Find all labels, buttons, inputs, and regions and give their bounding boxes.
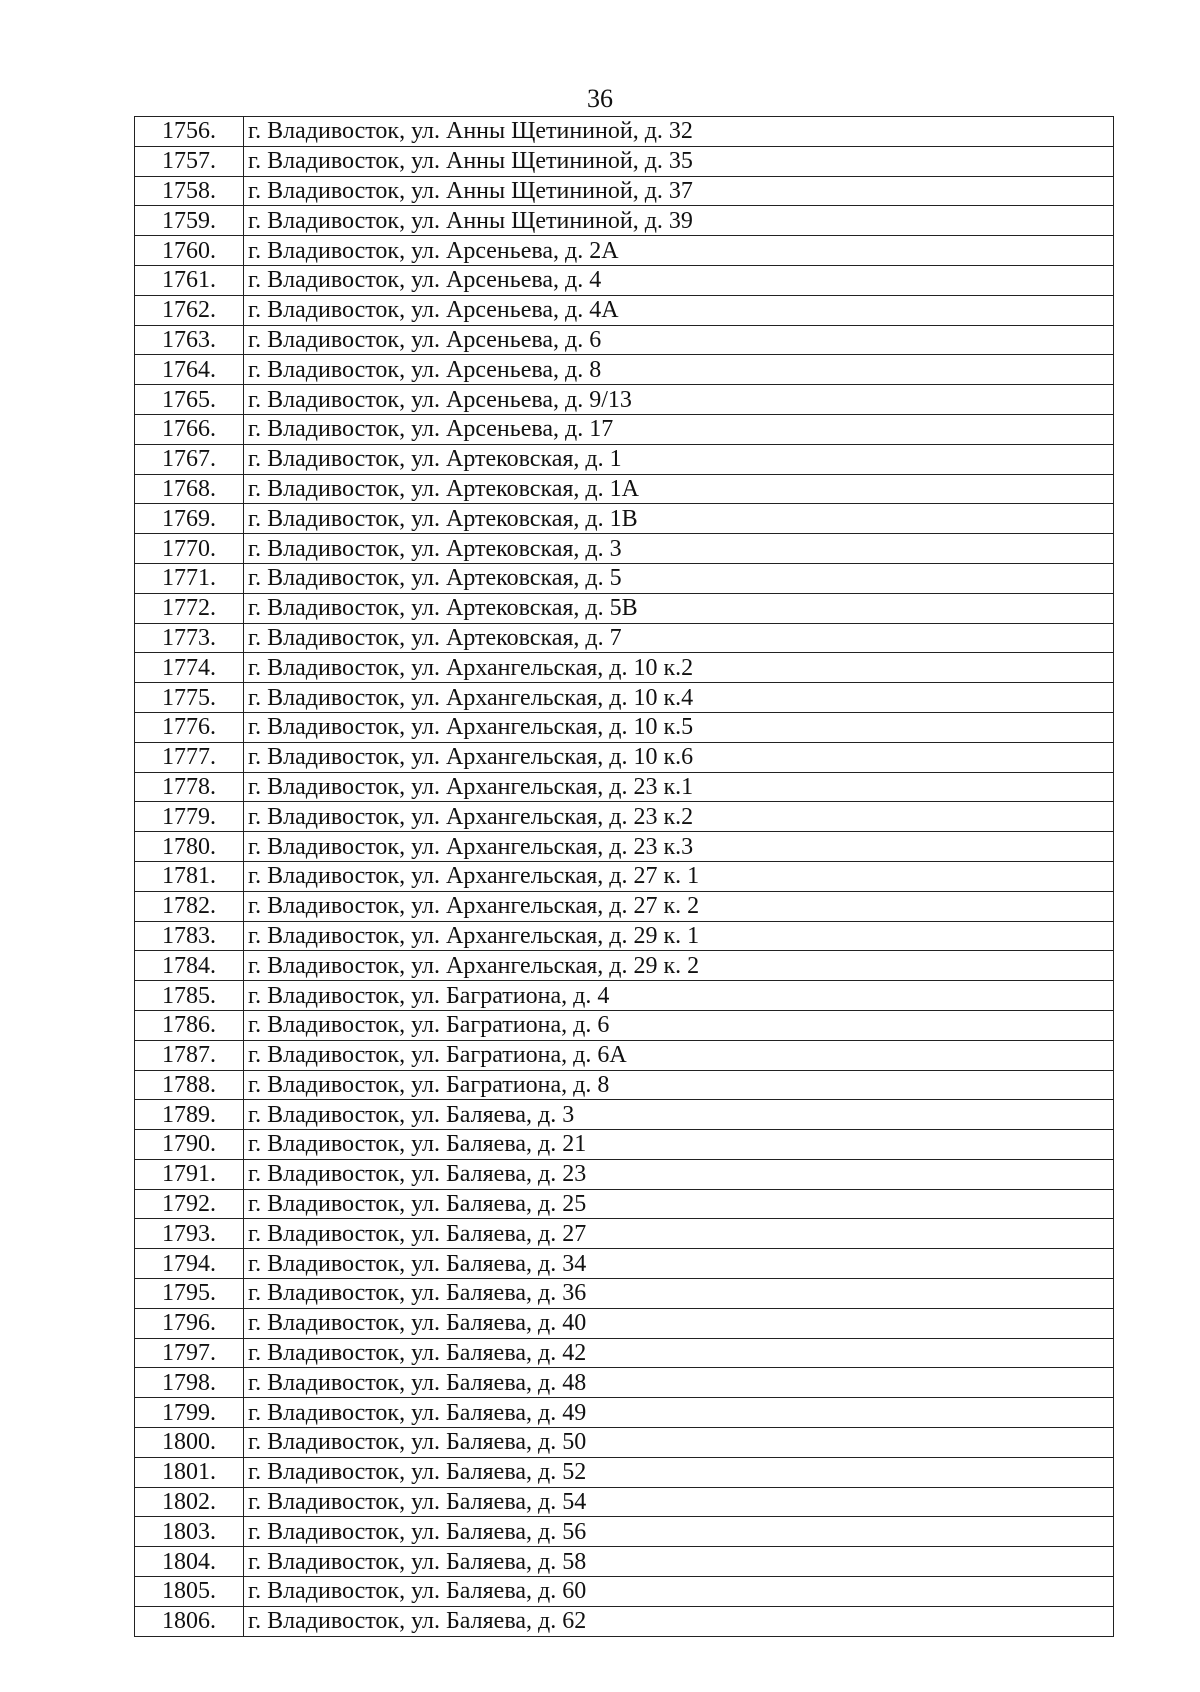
table-row — [135, 1279, 1114, 1309]
table-row — [135, 265, 1114, 295]
table-row — [135, 1606, 1114, 1636]
row-number-cell: 1765. — [135, 385, 244, 415]
table-row — [135, 1189, 1114, 1219]
table-row — [135, 355, 1114, 385]
table-row — [135, 772, 1114, 802]
table-row — [135, 325, 1114, 355]
row-number-cell: 1774. — [135, 653, 244, 683]
address-cell: г. Владивосток, ул. Баляева, д. 42 — [244, 1338, 1114, 1368]
row-number-cell: 1795. — [135, 1279, 244, 1309]
row-number-cell: 1793. — [135, 1219, 244, 1249]
table-row — [135, 742, 1114, 772]
table-row — [135, 1457, 1114, 1487]
table-row — [135, 504, 1114, 534]
table-row — [135, 921, 1114, 951]
row-number-cell: 1787. — [135, 1040, 244, 1070]
address-cell: г. Владивосток, ул. Артековская, д. 3 — [244, 534, 1114, 564]
address-cell: г. Владивосток, ул. Баляева, д. 54 — [244, 1487, 1114, 1517]
address-cell: г. Владивосток, ул. Архангельская, д. 23 к.3 — [244, 832, 1114, 862]
address-cell: г. Владивосток, ул. Архангельская, д. 29 к. 1 — [244, 921, 1114, 951]
row-number-cell: 1762. — [135, 295, 244, 325]
row-number-cell: 1766. — [135, 414, 244, 444]
address-cell: г. Владивосток, ул. Баляева, д. 21 — [244, 1130, 1114, 1160]
table-row — [135, 593, 1114, 623]
row-number-cell: 1763. — [135, 325, 244, 355]
row-number-cell: 1775. — [135, 683, 244, 713]
address-cell: г. Владивосток, ул. Артековская, д. 1В — [244, 504, 1114, 534]
address-cell: г. Владивосток, ул. Баляева, д. 62 — [244, 1606, 1114, 1636]
table-row — [135, 802, 1114, 832]
address-cell: г. Владивосток, ул. Баляева, д. 36 — [244, 1279, 1114, 1309]
row-number-cell: 1777. — [135, 742, 244, 772]
row-number-cell: 1773. — [135, 623, 244, 653]
table-row — [135, 1517, 1114, 1547]
address-cell: г. Владивосток, ул. Артековская, д. 5 — [244, 563, 1114, 593]
address-cell: г. Владивосток, ул. Багратиона, д. 6А — [244, 1040, 1114, 1070]
row-number-cell: 1788. — [135, 1070, 244, 1100]
table-row — [135, 1040, 1114, 1070]
row-number-cell: 1778. — [135, 772, 244, 802]
page-number: 36 — [587, 84, 613, 113]
table-row — [135, 444, 1114, 474]
address-cell: г. Владивосток, ул. Анны Щетининой, д. 37 — [244, 176, 1114, 206]
table-row — [135, 385, 1114, 415]
row-number-cell: 1805. — [135, 1577, 244, 1607]
address-cell: г. Владивосток, ул. Арсеньева, д. 4 — [244, 265, 1114, 295]
row-number-cell: 1800. — [135, 1428, 244, 1458]
address-cell: г. Владивосток, ул. Багратиона, д. 6 — [244, 1010, 1114, 1040]
address-cell: г. Владивосток, ул. Артековская, д. 5В — [244, 593, 1114, 623]
address-cell: г. Владивосток, ул. Архангельская, д. 10 к.2 — [244, 653, 1114, 683]
address-cell: г. Владивосток, ул. Артековская, д. 7 — [244, 623, 1114, 653]
table-row — [135, 1010, 1114, 1040]
table-row — [135, 1338, 1114, 1368]
address-cell: г. Владивосток, ул. Архангельская, д. 27 к. 2 — [244, 891, 1114, 921]
address-table — [134, 116, 1114, 1637]
address-cell: г. Владивосток, ул. Баляева, д. 25 — [244, 1189, 1114, 1219]
row-number-cell: 1790. — [135, 1130, 244, 1160]
address-cell: г. Владивосток, ул. Архангельская, д. 23 к.1 — [244, 772, 1114, 802]
row-number-cell: 1789. — [135, 1100, 244, 1130]
table-row — [135, 563, 1114, 593]
row-number-cell: 1791. — [135, 1159, 244, 1189]
row-number-cell: 1806. — [135, 1606, 244, 1636]
row-number-cell: 1786. — [135, 1010, 244, 1040]
address-cell: г. Владивосток, ул. Баляева, д. 50 — [244, 1428, 1114, 1458]
row-number-cell: 1779. — [135, 802, 244, 832]
address-cell: г. Владивосток, ул. Анны Щетининой, д. 32 — [244, 117, 1114, 147]
address-cell: г. Владивосток, ул. Арсеньева, д. 17 — [244, 414, 1114, 444]
row-number-cell: 1757. — [135, 146, 244, 176]
address-cell: г. Владивосток, ул. Баляева, д. 48 — [244, 1368, 1114, 1398]
address-cell: г. Владивосток, ул. Артековская, д. 1А — [244, 474, 1114, 504]
table-row — [135, 1308, 1114, 1338]
row-number-cell: 1758. — [135, 176, 244, 206]
address-cell: г. Владивосток, ул. Архангельская, д. 10 к.6 — [244, 742, 1114, 772]
row-number-cell: 1782. — [135, 891, 244, 921]
address-cell: г. Владивосток, ул. Архангельская, д. 29 к. 2 — [244, 951, 1114, 981]
address-cell: г. Владивосток, ул. Багратиона, д. 8 — [244, 1070, 1114, 1100]
table-row — [135, 474, 1114, 504]
row-number-cell: 1772. — [135, 593, 244, 623]
address-cell: г. Владивосток, ул. Арсеньева, д. 4А — [244, 295, 1114, 325]
table-row — [135, 981, 1114, 1011]
table-row — [135, 1100, 1114, 1130]
row-number-cell: 1797. — [135, 1338, 244, 1368]
table-row — [135, 832, 1114, 862]
table-row — [135, 146, 1114, 176]
row-number-cell: 1799. — [135, 1398, 244, 1428]
address-cell: г. Владивосток, ул. Архангельская, д. 10 к.5 — [244, 712, 1114, 742]
address-cell: г. Владивосток, ул. Баляева, д. 27 — [244, 1219, 1114, 1249]
row-number-cell: 1780. — [135, 832, 244, 862]
row-number-cell: 1756. — [135, 117, 244, 147]
table-row — [135, 1159, 1114, 1189]
address-cell: г. Владивосток, ул. Багратиона, д. 4 — [244, 981, 1114, 1011]
row-number-cell: 1771. — [135, 563, 244, 593]
table-row — [135, 206, 1114, 236]
table-row — [135, 891, 1114, 921]
address-cell: г. Владивосток, ул. Арсеньева, д. 9/13 — [244, 385, 1114, 415]
row-number-cell: 1781. — [135, 861, 244, 891]
row-number-cell: 1798. — [135, 1368, 244, 1398]
row-number-cell: 1783. — [135, 921, 244, 951]
row-number-cell: 1784. — [135, 951, 244, 981]
row-number-cell: 1802. — [135, 1487, 244, 1517]
table-row — [135, 414, 1114, 444]
address-cell: г. Владивосток, ул. Баляева, д. 49 — [244, 1398, 1114, 1428]
address-cell: г. Владивосток, ул. Баляева, д. 60 — [244, 1577, 1114, 1607]
table-row — [135, 1547, 1114, 1577]
row-number-cell: 1804. — [135, 1547, 244, 1577]
table-row — [135, 653, 1114, 683]
table-row — [135, 176, 1114, 206]
table-row — [135, 1130, 1114, 1160]
row-number-cell: 1794. — [135, 1249, 244, 1279]
row-number-cell: 1769. — [135, 504, 244, 534]
address-table-body — [135, 117, 1114, 1637]
table-row — [135, 861, 1114, 891]
address-cell: г. Владивосток, ул. Анны Щетининой, д. 39 — [244, 206, 1114, 236]
table-row — [135, 1428, 1114, 1458]
table-row — [135, 1070, 1114, 1100]
row-number-cell: 1768. — [135, 474, 244, 504]
table-row — [135, 1219, 1114, 1249]
table-row — [135, 236, 1114, 266]
address-cell: г. Владивосток, ул. Архангельская, д. 23 к.2 — [244, 802, 1114, 832]
row-number-cell: 1801. — [135, 1457, 244, 1487]
table-row — [135, 1249, 1114, 1279]
row-number-cell: 1759. — [135, 206, 244, 236]
table-row — [135, 1398, 1114, 1428]
table-row — [135, 712, 1114, 742]
address-cell: г. Владивосток, ул. Баляева, д. 52 — [244, 1457, 1114, 1487]
table-row — [135, 1487, 1114, 1517]
address-cell: г. Владивосток, ул. Баляева, д. 34 — [244, 1249, 1114, 1279]
row-number-cell: 1796. — [135, 1308, 244, 1338]
address-cell: г. Владивосток, ул. Баляева, д. 58 — [244, 1547, 1114, 1577]
address-cell: г. Владивосток, ул. Баляева, д. 3 — [244, 1100, 1114, 1130]
address-cell: г. Владивосток, ул. Архангельская, д. 27 к. 1 — [244, 861, 1114, 891]
row-number-cell: 1760. — [135, 236, 244, 266]
address-cell: г. Владивосток, ул. Арсеньева, д. 8 — [244, 355, 1114, 385]
row-number-cell: 1785. — [135, 981, 244, 1011]
row-number-cell: 1792. — [135, 1189, 244, 1219]
address-cell: г. Владивосток, ул. Архангельская, д. 10 к.4 — [244, 683, 1114, 713]
address-cell: г. Владивосток, ул. Арсеньева, д. 2А — [244, 236, 1114, 266]
address-cell: г. Владивосток, ул. Баляева, д. 23 — [244, 1159, 1114, 1189]
address-cell: г. Владивосток, ул. Арсеньева, д. 6 — [244, 325, 1114, 355]
table-row — [135, 1368, 1114, 1398]
table-row — [135, 1577, 1114, 1607]
address-cell: г. Владивосток, ул. Баляева, д. 40 — [244, 1308, 1114, 1338]
address-cell: г. Владивосток, ул. Анны Щетининой, д. 35 — [244, 146, 1114, 176]
row-number-cell: 1803. — [135, 1517, 244, 1547]
row-number-cell: 1776. — [135, 712, 244, 742]
row-number-cell: 1764. — [135, 355, 244, 385]
table-row — [135, 295, 1114, 325]
table-row — [135, 951, 1114, 981]
address-cell: г. Владивосток, ул. Артековская, д. 1 — [244, 444, 1114, 474]
row-number-cell: 1767. — [135, 444, 244, 474]
table-row — [135, 117, 1114, 147]
row-number-cell: 1761. — [135, 265, 244, 295]
table-row — [135, 534, 1114, 564]
table-row — [135, 623, 1114, 653]
table-row — [135, 683, 1114, 713]
row-number-cell: 1770. — [135, 534, 244, 564]
address-cell: г. Владивосток, ул. Баляева, д. 56 — [244, 1517, 1114, 1547]
